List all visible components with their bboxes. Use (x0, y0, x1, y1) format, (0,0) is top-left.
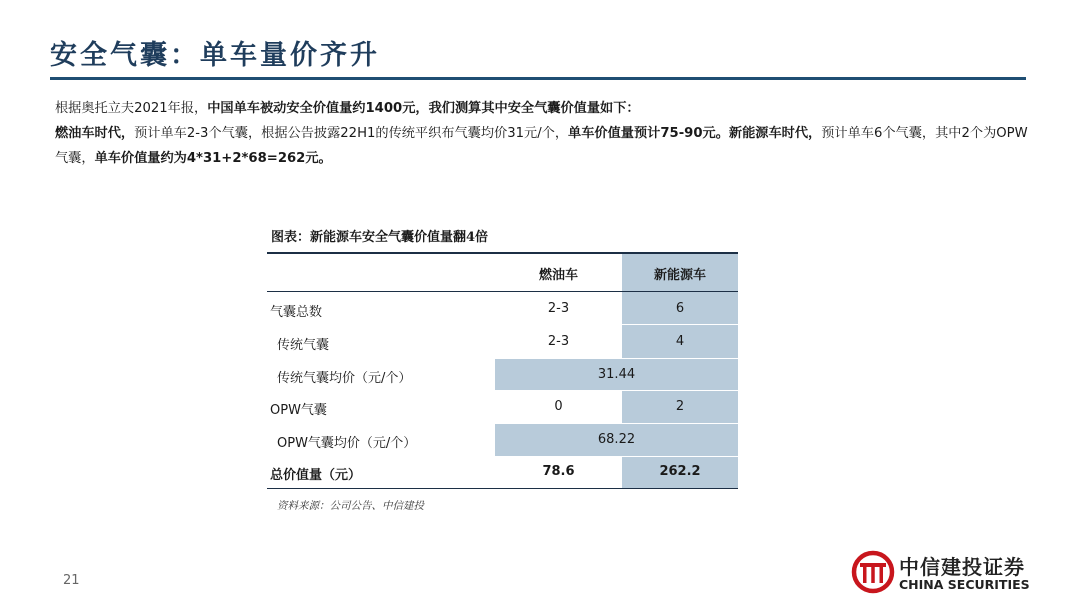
intro-line-1-bold: 中国单车被动安全价值量约1400元，我们测算其中安全气囊价值量如下： (207, 101, 640, 116)
intro-line-3-bold: 单车价值量约为4*31+2*68=262元。 (94, 151, 332, 166)
row-opw-airbag-fuel: 0 (554, 399, 563, 414)
band-separator (495, 423, 738, 424)
intro-paragraph (55, 96, 1030, 171)
row-label-airbag-total: 气囊总数 (270, 305, 323, 320)
table-source-note: 资料来源：公司公告、中信建投 (277, 500, 424, 512)
row-label-traditional-airbag-price: 传统气囊均价（元/个） (277, 371, 412, 386)
row-traditional-airbag-new-energy: 4 (675, 334, 685, 349)
company-logo (851, 550, 1036, 594)
logo-chinese-name: 中信建投证券 (899, 555, 1025, 579)
row-label-traditional-airbag: 传统气囊 (277, 338, 330, 353)
header-new-energy-vehicle: 新能源车 (653, 268, 706, 283)
page-number: 21 (63, 573, 80, 588)
row-total-value-fuel: 78.6 (542, 464, 575, 479)
table-header-rule (267, 291, 738, 292)
logo-english-name: CHINA SECURITIES (899, 577, 1030, 592)
slide-title: 安全气囊：单车量价齐升 (50, 40, 380, 71)
table-bottom-rule (267, 488, 738, 489)
table-caption: 图表：新能源车安全气囊价值量翻4倍 (271, 230, 489, 245)
band-separator (495, 390, 738, 391)
row-opw-airbag-price-merged: 68.22 (597, 432, 636, 447)
intro-line-2 (55, 121, 1030, 171)
header-fuel-vehicle: 燃油车 (538, 268, 578, 283)
row-traditional-airbag-fuel: 2-3 (547, 334, 570, 349)
row-total-value-new-energy: 262.2 (659, 464, 701, 479)
row-label-opw-airbag: OPW气囊 (270, 403, 327, 418)
title-divider (50, 77, 1026, 80)
band-separator (495, 358, 738, 359)
intro-line-3-plain: 预计单车6个气囊，其中2个为OPW气囊， (55, 126, 1028, 166)
intro-line-2-bold-a: 燃油车时代， (55, 126, 135, 141)
intro-line-2-plain: 预计单车2-3个气囊，根据公告披露22H1的传统平织布气囊均价31元/个， (134, 126, 569, 141)
band-separator (495, 456, 738, 457)
row-label-total-value: 总价值量（元） (270, 468, 362, 483)
row-opw-airbag-new-energy: 2 (675, 399, 685, 414)
intro-line-2-bold-b: 单车价值量预计75-90元。新能源车时代， (568, 126, 822, 141)
citic-logo-icon (851, 550, 895, 594)
row-airbag-total-fuel: 2-3 (547, 301, 570, 316)
row-traditional-airbag-price-merged: 31.44 (597, 367, 636, 382)
table-top-rule (267, 252, 738, 254)
band-separator (622, 324, 738, 325)
row-label-opw-airbag-price: OPW气囊均价（元/个） (277, 436, 417, 451)
intro-line-1 (55, 96, 1030, 121)
row-airbag-total-new-energy: 6 (675, 301, 685, 316)
intro-line-1-plain: 根据奥托立夫2021年报， (55, 101, 208, 116)
